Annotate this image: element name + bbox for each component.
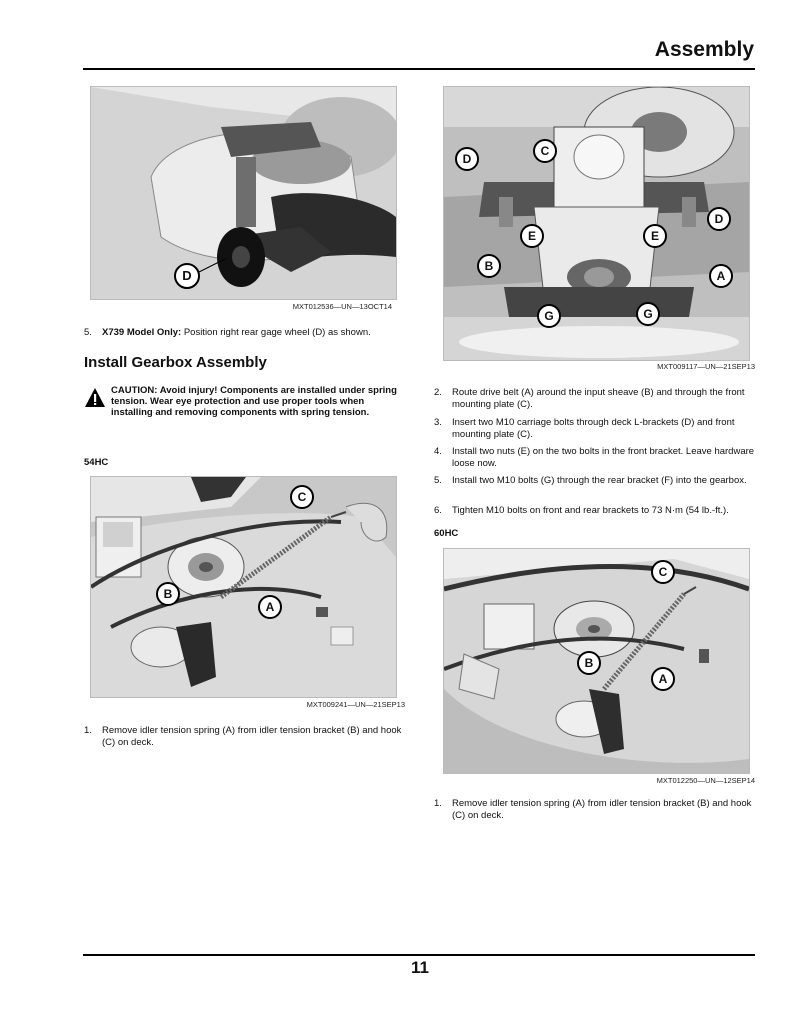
callout-c-fig3: C (533, 139, 557, 163)
step-6: 6. Tighten M10 bolts on front and rear brackets to 73 N·m (54 lb.-ft.). (434, 505, 729, 516)
step-1-60hc: 1. Remove idler tension spring (A) from idler tension bracket (B) and hook (C) on deck. (434, 798, 752, 821)
page-number: 11 (411, 958, 429, 977)
model-label-60hc: 60HC (434, 528, 459, 539)
page-title: Assembly (654, 38, 754, 61)
figure-caption: MXT009117—UN—21SEP13 (657, 362, 755, 371)
callout-e-right-fig3: E (643, 224, 667, 248)
step-5-right: 5. Install two M10 bolts (G) through the rear bracket (F) into the gearbox. (434, 475, 747, 486)
callout-a-fig2: A (258, 595, 282, 619)
callout-a-fig3: A (709, 264, 733, 288)
step-text: Position right rear gage wheel (D) as shown. (181, 327, 371, 338)
step-1-54hc: 1. Remove idler tension spring (A) from idler tension bracket (B) and hook (C) on deck. (84, 725, 402, 748)
figure-caption: MXT012536—UN—13OCT14 (292, 302, 392, 311)
callout-a-fig4: A (651, 667, 675, 691)
figure-caption: MXT009241—UN—21SEP13 (306, 700, 405, 709)
callout-d-fig1: D (174, 263, 200, 289)
callout-b-fig3: B (477, 254, 501, 278)
figure-caption: MXT012250—UN—12SEP14 (656, 776, 755, 785)
model-label-54hc: 54HC (84, 457, 109, 468)
callout-c-fig2: C (290, 485, 314, 509)
step-bold-lead: X739 Model Only: (102, 327, 182, 338)
figure-gearbox-mount (443, 86, 750, 361)
section-title: Install Gearbox Assembly (84, 354, 267, 371)
step-3: 3. Insert two M10 carriage bolts through deck L-brackets (D) and front mounting plate (C). (434, 417, 735, 440)
step-2: 2. Route drive belt (A) around the input sheave (B) and through the front mounting plate (C). (434, 387, 745, 410)
callout-g-left-fig3: G (537, 304, 561, 328)
step-5: 5. X739 Model Only: Position right rear gage wheel (D) as shown. (84, 327, 371, 338)
callout-c-fig4: C (651, 560, 675, 584)
callout-d-right-fig3: D (707, 207, 731, 231)
callout-e-left-fig3: E (520, 224, 544, 248)
caution-text: CAUTION: Avoid injury! Components are installed under spring tension. Wear eye protection and use proper tools when installing and removing components with spring tension. (111, 385, 397, 418)
callout-d-left-fig3: D (455, 147, 479, 171)
step-4: 4. Install two nuts (E) on the two bolts in the front bracket. Leave hardware loose now. (434, 446, 755, 469)
figure-54hc-spring (90, 476, 397, 698)
callout-b-fig2: B (156, 582, 180, 606)
footer-rule (83, 954, 755, 956)
warning-icon (84, 387, 106, 409)
header-rule (83, 68, 755, 70)
callout-b-fig4: B (577, 651, 601, 675)
callout-g-right-fig3: G (636, 302, 660, 326)
figure-gage-wheel (90, 86, 397, 300)
